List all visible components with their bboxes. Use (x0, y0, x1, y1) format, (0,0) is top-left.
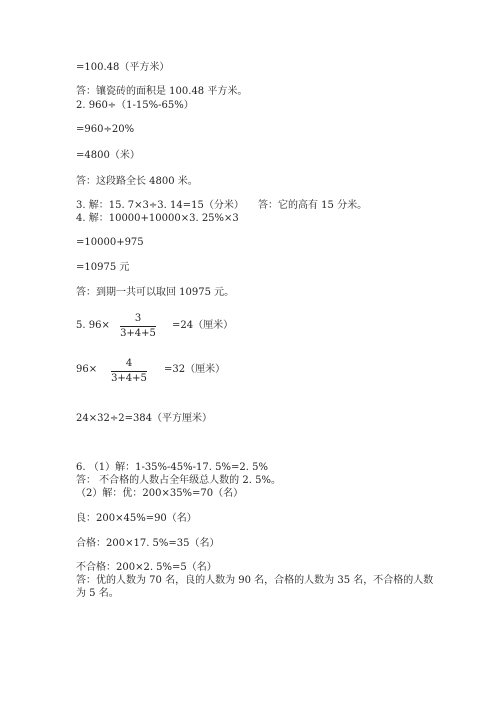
text-line: 良：200×45%=90（名） (76, 513, 197, 524)
answer-line: 答：这段路全长 4800 米。 (76, 176, 198, 187)
answer-line: 答：镶瓷砖的面积是 100.48 平方米。 (76, 86, 248, 97)
fraction-numerator: 3 (134, 313, 142, 324)
fraction (111, 358, 147, 385)
problem-3-line: 3. 解：15. 7×3÷3. 14=15（分米） (76, 200, 244, 211)
problem-5-line: 5. 96× (76, 320, 110, 331)
text-line: =4800（米） (76, 150, 140, 161)
problem-6-line: 6. （1）解：1-35%-45%-17. 5%=2. 5% (76, 462, 268, 473)
text-line: 96× (76, 364, 98, 375)
text-line: =100.48（平方米） (76, 62, 170, 73)
fraction-numerator: 4 (125, 358, 133, 369)
text-line: 24×32÷2=384（平方厘米） (76, 413, 213, 424)
text-line: =10000+975 (76, 237, 144, 248)
answer-line: 答：它的高有 15 分米。 (258, 200, 368, 211)
fraction-bar (120, 326, 156, 327)
fraction-bar (111, 371, 147, 372)
fraction (120, 313, 156, 340)
text-line: =960÷20% (76, 124, 135, 135)
problem-2-line: 2. 960÷（1-15%-65%） (76, 100, 194, 111)
answer-line: 答： 不合格的人数占全年级总人数的 2. 5%。 (76, 475, 281, 486)
answer-line: 答：到期一共可以取回 10975 元。 (76, 287, 235, 298)
text-line: 不合格：200×2. 5%=5（名） (76, 562, 217, 573)
text-line: 合格：200×17. 5%=35（名） (76, 538, 220, 549)
answer-line: 答：优的人数为 70 名，良的人数为 90 名，合格的人数为 35 名，不合格的人数 (76, 575, 434, 586)
text-line: （2）解：优：200×35%=70（名） (76, 488, 244, 499)
fraction-denominator: 3+4+5 (120, 328, 156, 339)
text-line: =24（厘米） (172, 320, 234, 331)
fraction-denominator: 3+4+5 (111, 373, 147, 384)
text-line: 为 5 名。 (76, 588, 119, 599)
text-line: =10975 元 (76, 262, 130, 273)
text-line: =32（厘米） (164, 364, 226, 375)
problem-4-line: 4. 解：10000+10000×3. 25%×3 (76, 213, 239, 224)
